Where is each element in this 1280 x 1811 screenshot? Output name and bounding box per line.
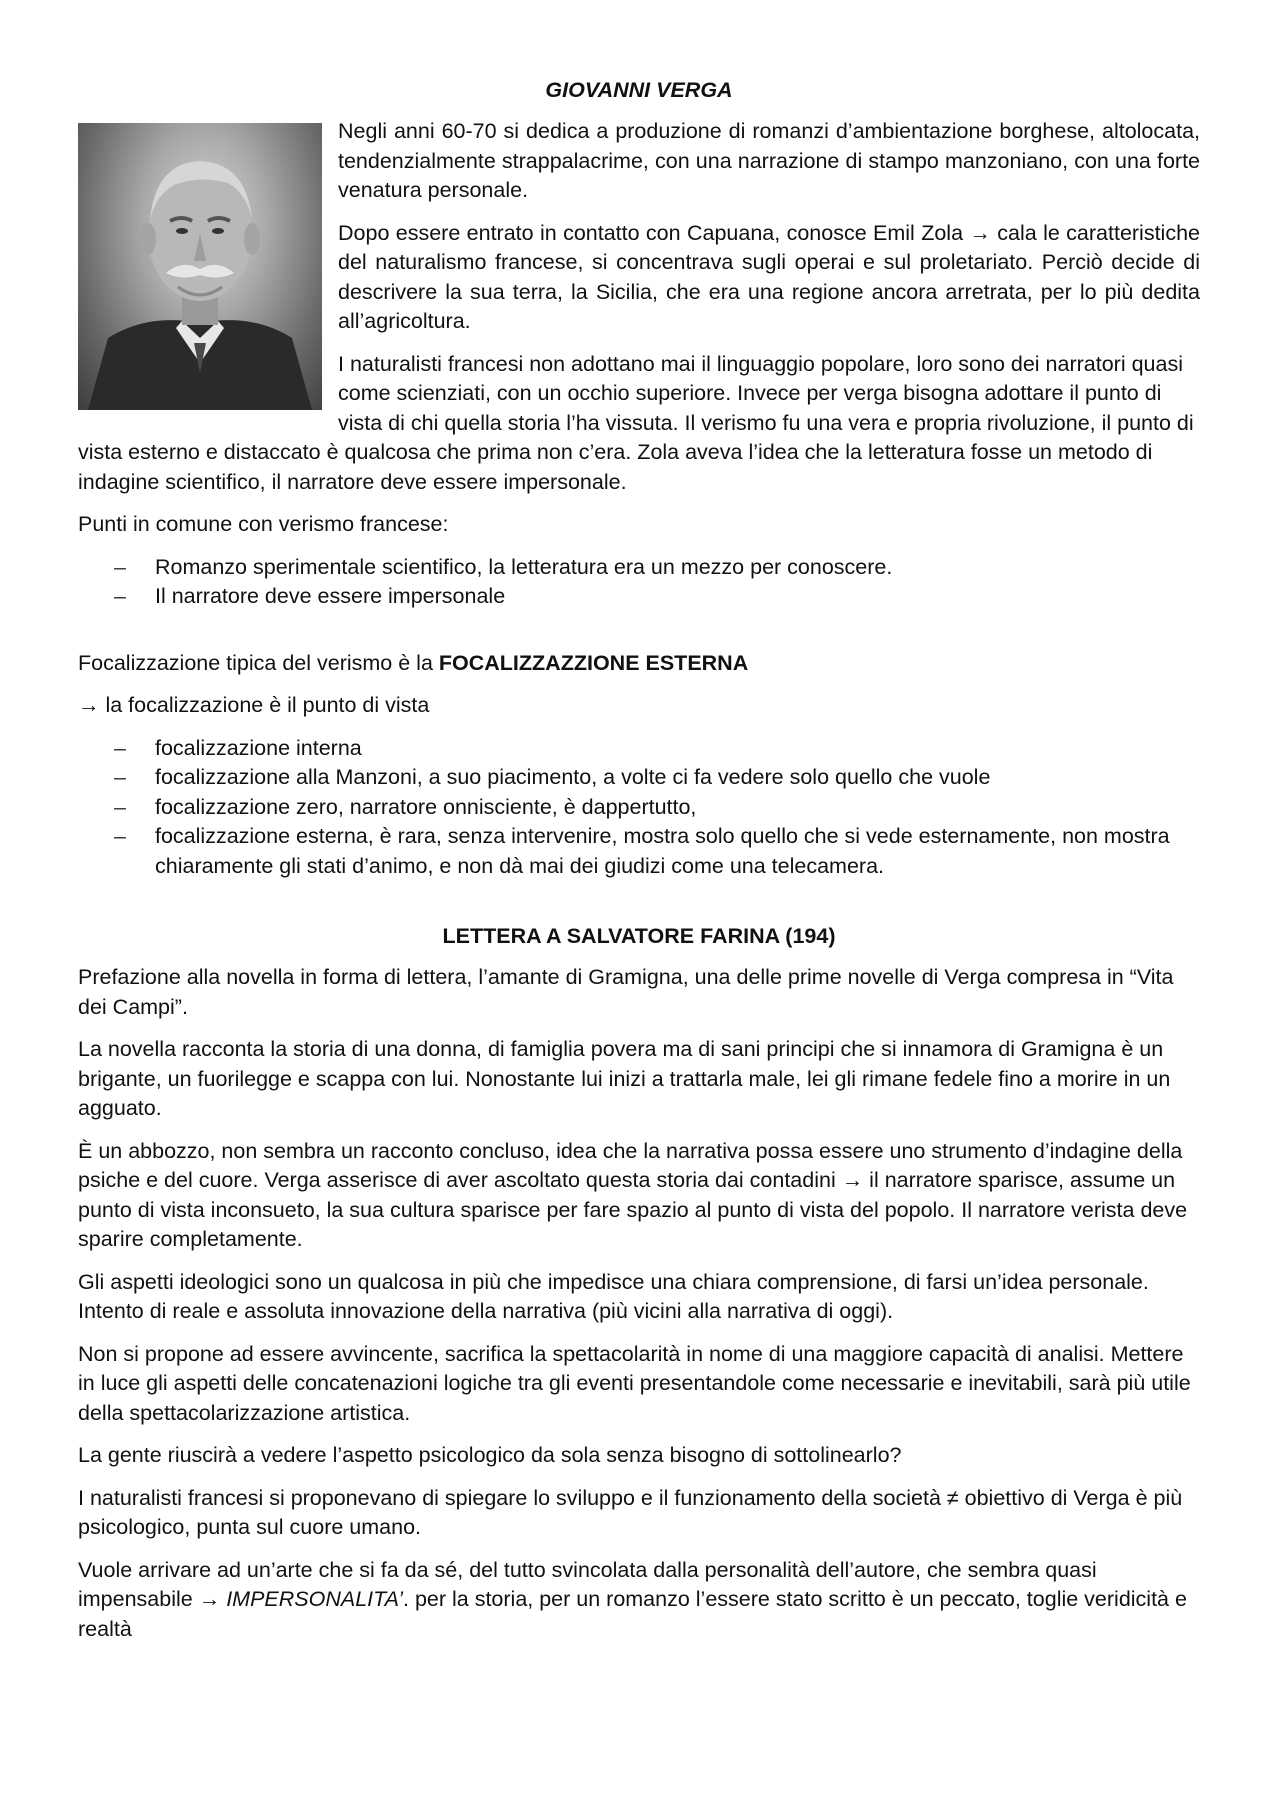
- intro-paragraph-2: Dopo essere entrato in contatto con Capuana, conosce Emil Zola → cala le caratteristiche del naturalismo francese, si concentrava sugli operai e sul proletariato. Perciò decide di descrivere la sua terra, la Sicilia, che era una regione ancora arretrata, per lo più dedita all’agricoltura.: [338, 220, 1200, 333]
- letter-paragraph-5: Non si propone ad essere avvincente, sacrifica la spettacolarità in nome di una maggiore capacità di analisi. Mettere in luce gli aspetti delle concatenazioni logiche tra gli eventi presentandole come necessarie e inevitabili, sarà più utile della spettacolarizzazione artistica.: [78, 1341, 1191, 1425]
- list-item: – focalizzazione zero, narratore onnisciente, è dappertutto,: [78, 793, 1200, 823]
- focalization-definition: → la focalizzazione è il punto di vista: [78, 693, 430, 717]
- letter-last-after: . per la storia, per un romanzo l’essere stato scritto è un peccato, toglie veridicità e realtà: [78, 1587, 1187, 1641]
- intro-paragraph-3: I naturalisti francesi non adottano mai il linguaggio popolare, loro sono dei narratori quasi come scienziati, con un occhio superiore. Invece per verga bisogna adottare il punto di vista di chi quella storia l’ha vissuta. Il verismo fu una vera e propria rivoluzione, il punto di vista esterno e distaccato è qualcosa che prima non c’era. Zola aveva l’idea che la letteratura fosse un metodo di indagine scientifico, il narratore deve essere impersonale.: [78, 351, 1194, 494]
- section-heading-letter: LETTERA A SALVATORE FARINA (194): [442, 924, 836, 948]
- letter-paragraph-3: È un abbozzo, non sembra un racconto concluso, idea che la narrativa possa essere uno strumento d’indagine della psiche e del cuore. Verga asserisce di aver ascoltato questa storia dai contadini → il narratore sparisce, assume un punto di vista inconsueto, la sua cultura sparisce per fare spazio al punto di vista del popolo. Il narratore verista deve sparire completamente.: [78, 1138, 1188, 1251]
- portrait-photo: [78, 123, 322, 410]
- intro-paragraph-1: Negli anni 60-70 si dedica a produzione di romanzi d’ambientazione borghese, altolocata, tendenzialmente strappalacrime, con una narrazione di stampo manzoniano, con una forte venatura personale.: [338, 119, 1200, 202]
- letter-paragraph-8: [78, 1556, 1200, 1645]
- letter-last-italic: IMPERSONALITA’: [226, 1587, 403, 1611]
- focalization-list: [78, 734, 1200, 882]
- focalization-lead-text: Focalizzazione tipica del verismo è la: [78, 650, 439, 675]
- letter-paragraph-7: I naturalisti francesi si proponevano di spiegare lo sviluppo e il funzionamento della società ≠ obiettivo di Verga è più psicologico, punta sul cuore umano.: [78, 1485, 1183, 1539]
- list-item: – focalizzazione interna: [78, 734, 1200, 764]
- letter-paragraph-6: La gente riuscirà a vedere l’aspetto psicologico da sola senza bisogno di sottolinearlo?: [78, 1443, 902, 1467]
- portrait-illustration: [78, 123, 322, 410]
- focalization-lead-bold: FOCALIZZAZZIONE ESTERNA: [438, 650, 749, 675]
- spacer: [78, 625, 1200, 649]
- common-points-heading: Punti in comune con verismo francese:: [78, 512, 449, 536]
- list-item: – focalizzazione esterna, è rara, senza intervenire, mostra solo quello che si vede esternamente, non mostra chiaramente gli stati d’animo, e non dà mai dei giudizi come una telecamera.: [78, 822, 1200, 881]
- focalization-lead: [78, 649, 1200, 679]
- list-item: – Il narratore deve essere impersonale: [78, 582, 1200, 612]
- list-item: – Romanzo sperimentale scientifico, la letteratura era un mezzo per conoscere.: [78, 553, 1200, 583]
- letter-paragraph-4: Gli aspetti ideologici sono un qualcosa in più che impedisce una chiara comprensione, di farsi un’idea personale. Intento di reale e assoluta innovazione della narrativa (più vicini alla narrativa di oggi).: [78, 1269, 1149, 1323]
- letter-paragraph-1: Prefazione alla novella in forma di lettera, l’amante di Gramigna, una delle prime novelle di Verga compresa in “Vita dei Campi”.: [78, 965, 1174, 1019]
- letter-last-before: Vuole arrivare ad un’arte che si fa da sé, del tutto svincolata dalla personalità dell’autore, che sembra quasi impensabile →: [78, 1557, 1097, 1611]
- page-title: GIOVANNI VERGA: [545, 78, 733, 102]
- letter-paragraph-2: La novella racconta la storia di una donna, di famiglia povera ma di sani principi che si innamora di Gramigna è un brigante, un fuorilegge e scappa con lui. Nonostante lui inizi a trattarla male, lei gli rimane fedele fino a morire in un agguato.: [78, 1037, 1171, 1120]
- common-points-list: [78, 553, 1200, 612]
- spacer: [78, 894, 1200, 922]
- list-item: – focalizzazione alla Manzoni, a suo piacimento, a volte ci fa vedere solo quello che vuole: [78, 763, 1200, 793]
